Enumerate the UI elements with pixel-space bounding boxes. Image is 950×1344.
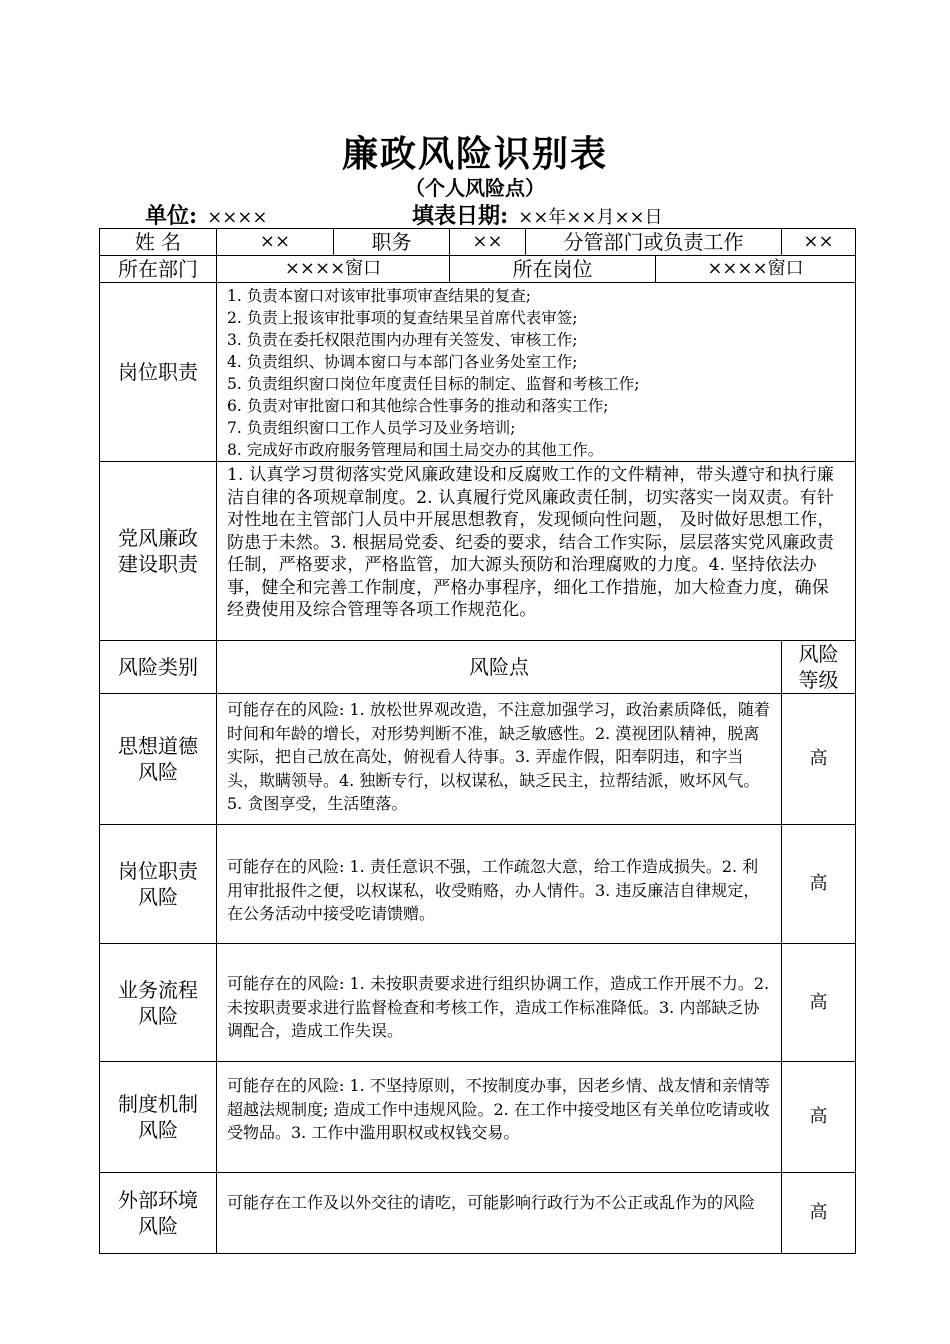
- risk-level: 高: [782, 944, 856, 1062]
- duty-item: 3. 负责在委托权限范围内办理有关签发、审核工作;: [227, 331, 578, 349]
- page-title: 廉政风险识别表: [341, 133, 608, 175]
- risk-category: [100, 1062, 217, 1173]
- risk-level: 高: [782, 825, 856, 944]
- risk-category-line2: 风险: [138, 1214, 178, 1238]
- name-label: 姓 名: [100, 229, 217, 256]
- risk-point: 可能存在的风险: 1. 责任意识不强，工作疏忽大意，给工作造成损失。2. 利用审批报件之便，以权谋私，收受贿赂，办人情件。3. 违反廉洁自律规定，在公务活动中接受吃请馈赠。: [217, 825, 782, 944]
- info-row-2: [100, 256, 856, 283]
- risk-category: [100, 825, 217, 944]
- duties-label: 岗位职责: [100, 283, 217, 462]
- party-label-line2: 建设职责: [118, 552, 198, 576]
- risk-level-header-line1: 风险: [798, 642, 839, 666]
- risk-category-line1: 岗位职责: [118, 859, 198, 883]
- duty-item: 5. 负责组织窗口岗位年度责任目标的制定、监督和考核工作;: [227, 375, 640, 393]
- risk-identification-table: [99, 228, 856, 1254]
- dept-label: 所在部门: [100, 256, 217, 283]
- risk-category-line1: 思想道德: [118, 734, 198, 758]
- risk-category-line2: 风险: [138, 885, 178, 909]
- unit-label: 单位:: [145, 203, 198, 229]
- post-label: 职务: [334, 229, 450, 256]
- risk-category-line2: 风险: [138, 1118, 178, 1142]
- risk-category: [100, 1173, 217, 1254]
- dept-value: ××××窗口: [217, 256, 450, 283]
- risk-category-line1: 制度机制: [118, 1092, 198, 1116]
- risk-point: 可能存在的风险: 1. 未按职责要求进行组织协调工作，造成工作开展不力。2. 未按职责要求进行监督检查和考核工作，造成工作标准降低。3. 内部缺乏协调配合，造成工作失误。: [217, 944, 782, 1062]
- party-text: 1. 认真学习贯彻落实党风廉政建设和反腐败工作的文件精神，带头遵守和执行廉洁自律的各项规章制度。2. 认真履行党风廉政责任制，切实落实一岗双责。有针对性地在主管部门人员中开展思想教育，发现倾向性问题， 及时做好思想工作，防患于未然。3. 根据局党委、纪委的要求，结合工作实际，层层落实党风廉政责任制，严格要求，严格监管，加大源头预防和治理腐败的力度。4. 坚持依法办事，健全和完善工作制度，严格办事程序，细化工作措施，加大检查力度，确保经费使用及综合管理等各项工作规范化。: [217, 462, 856, 641]
- risk-level-header: [782, 641, 856, 694]
- position-label: 所在岗位: [450, 256, 656, 283]
- risk-point-header: 风险点: [217, 641, 782, 694]
- unit-value: ××××: [207, 207, 268, 228]
- risk-level: 高: [782, 1173, 856, 1254]
- party-row: [100, 462, 856, 641]
- dept-duty-value: ××: [782, 229, 856, 256]
- duty-item: 1. 负责本窗口对该审批事项审查结果的复查;: [227, 287, 531, 305]
- duty-item: 2. 负责上报该审批事项的复查结果呈首席代表审签;: [227, 309, 578, 327]
- date-label: 填表日期:: [412, 203, 509, 229]
- duties-row: [100, 283, 856, 462]
- risk-category: [100, 694, 217, 825]
- risk-category-line2: 风险: [138, 760, 178, 784]
- risk-point: 可能存在的风险: 1. 不坚持原则，不按制度办事，因老乡情、战友情和亲情等超越法规制度; 造成工作中违规风险。2. 在工作中接受地区有关单位吃请或收受物品。3. 工作中滥用职权或权钱交易。: [217, 1062, 782, 1173]
- risk-header-row: [100, 641, 856, 694]
- position-value: ××××窗口: [656, 256, 856, 283]
- risk-point: 可能存在的风险: 1. 放松世界观改造，不注意加强学习，政治素质降低，随着时间和年龄的增长，对形势判断不准，缺乏敏感性。2. 漠视团队精神，脱离实际，把自己放在高处，俯视看人待事。3. 弄虚作假，阳奉阴违，和字当头，欺瞒领导。4. 独断专行，以权谋私，缺乏民主，拉帮结派，败坏风气。5. 贪图享受，生活堕落。: [217, 694, 782, 825]
- info-row-1: [100, 229, 856, 256]
- dept-duty-label: 分管部门或负责工作: [526, 229, 782, 256]
- risk-row: [100, 1062, 856, 1173]
- duty-item: 4. 负责组织、协调本窗口与本部门各业务处室工作;: [227, 353, 578, 371]
- date-value: ××年××月××日: [518, 207, 663, 228]
- duty-item: 7. 负责组织窗口工作人员学习及业务培训;: [227, 419, 516, 437]
- risk-category-line1: 业务流程: [118, 977, 198, 1002]
- duty-item: 6. 负责对审批窗口和其他综合性事务的推动和落实工作;: [227, 397, 609, 415]
- page-subtitle: （个人风险点）: [405, 176, 545, 200]
- duty-item: 8. 完成好市政府服务管理局和国土局交办的其他工作。: [227, 441, 604, 459]
- risk-level-header-line2: 等级: [798, 668, 839, 692]
- risk-level: 高: [782, 1062, 856, 1173]
- post-value: ××: [450, 229, 526, 256]
- risk-category-line1: 外部环境: [118, 1188, 198, 1212]
- risk-row: [100, 694, 856, 825]
- name-value: ××: [217, 229, 334, 256]
- risk-point: 可能存在工作及以外交往的请吃，可能影响行政行为不公正或乱作为的风险: [217, 1173, 782, 1254]
- party-label: [100, 462, 217, 641]
- risk-row: [100, 825, 856, 944]
- duties-list: [217, 283, 856, 462]
- risk-row: [100, 944, 856, 1062]
- risk-category-line2: 风险: [138, 1003, 178, 1028]
- risk-category: [100, 944, 217, 1062]
- risk-row: [100, 1173, 856, 1254]
- party-label-line1: 党风廉政: [118, 526, 198, 550]
- risk-level: 高: [782, 694, 856, 825]
- risk-category-header: 风险类别: [100, 641, 217, 694]
